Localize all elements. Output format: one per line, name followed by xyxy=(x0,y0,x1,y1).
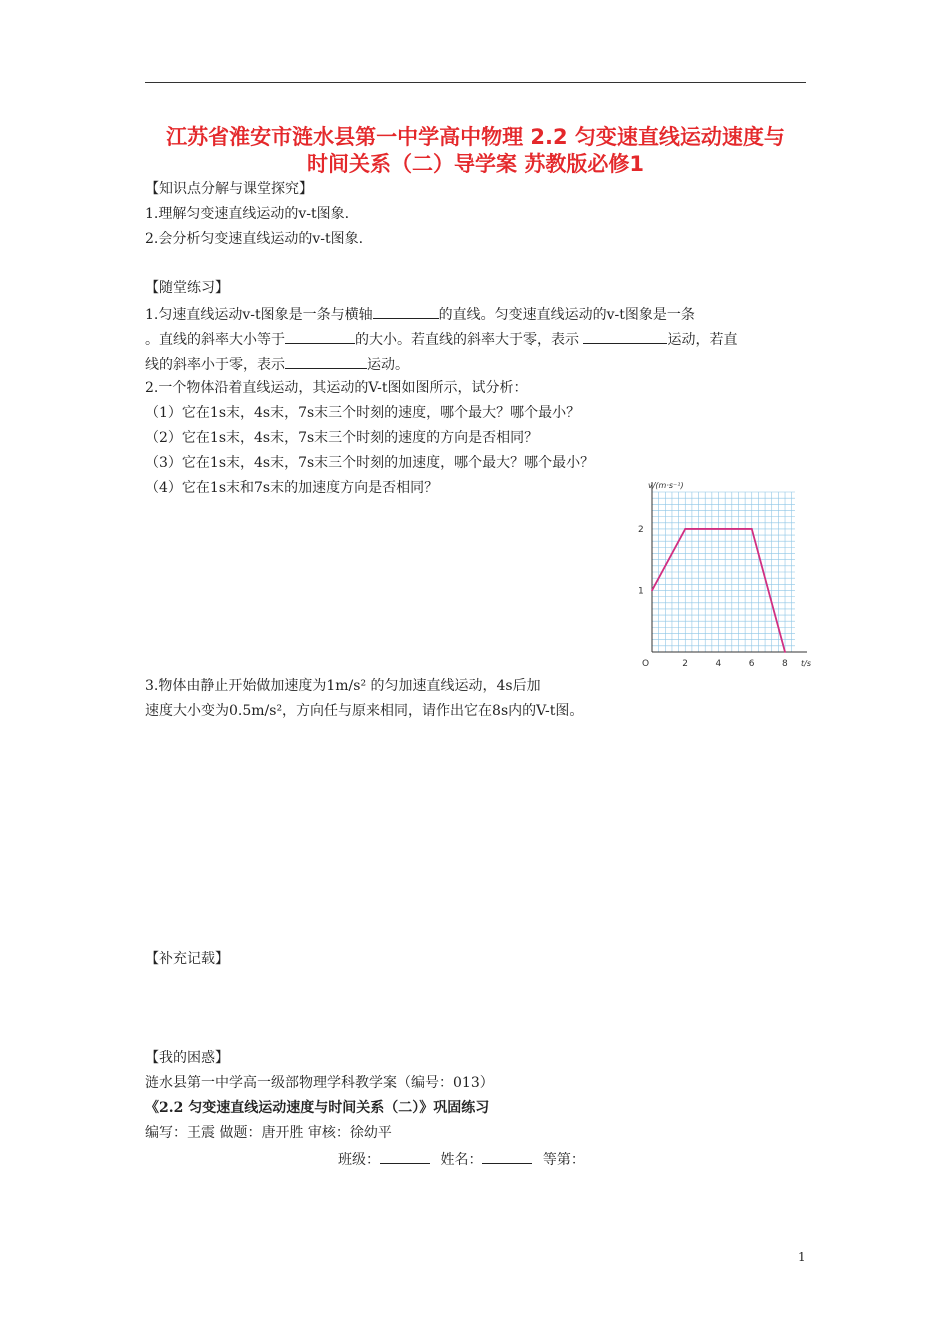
vt-data-point xyxy=(751,528,753,530)
q2-sub-2: （2）它在1s末，4s末，7s末三个时刻的速度的方向是否相同？ xyxy=(145,430,539,446)
vt-data-point xyxy=(651,590,653,592)
q3-line2: 速度大小变为0.5m/s²，方向任与原来相同，请作出它在8s内的V-t图。 xyxy=(145,703,584,719)
q2-stem: 2.一个物体沿着直线运动，其运动的V-t图如图所示，试分析： xyxy=(145,380,528,396)
x-axis-label: t/s xyxy=(801,659,811,668)
page-title-line1: 江苏省淮安市涟水县第一中学高中物理 2.2 匀变速直线运动速度与 xyxy=(166,125,785,149)
q1-line1 xyxy=(145,304,695,324)
chart-ticks xyxy=(638,525,788,669)
y-tick-label: 2 xyxy=(638,524,644,535)
x-tick-label: 8 xyxy=(782,659,788,669)
q1-blank-1[interactable] xyxy=(373,304,439,319)
page-number: 1 xyxy=(798,1250,806,1264)
name-label: 姓名： xyxy=(440,1152,483,1168)
q1-text: 的直线。匀变速直线运动的v-t图象是一条 xyxy=(438,307,695,323)
q3-line1: 3.物体由静止开始做加速度为1m/s² 的匀加速直线运动，4s后加 xyxy=(145,678,541,694)
q1-text: 的大小。若直线的斜率大于零，表示 xyxy=(355,332,584,348)
section-heading-notes: 【补充记载】 xyxy=(145,951,229,967)
footer-exercise-title: 《2.2 匀变速直线运动速度与时间关系（二）》巩固练习 xyxy=(145,1100,490,1116)
vt-data-point xyxy=(684,528,686,530)
knowledge-item-2: 2.会分析匀变速直线运动的v-t图象. xyxy=(145,231,364,247)
chart-grid xyxy=(652,492,795,652)
q1-text: 1.匀速直线运动v-t图象是一条与横轴 xyxy=(145,307,373,323)
y-axis-label: v/(m·s⁻¹) xyxy=(648,481,684,490)
class-label: 班级： xyxy=(338,1152,380,1168)
section-heading-knowledge: 【知识点分解与课堂探究】 xyxy=(145,181,313,197)
chart-axes xyxy=(652,482,807,652)
rank-label: 等第： xyxy=(542,1152,585,1168)
q2-sub-1: （1）它在1s末，4s末，7s末三个时刻的速度，哪个最大？哪个最小？ xyxy=(145,405,581,421)
footer-staff-line: 编写：王震 做题：唐开胜 审核：徐幼平 xyxy=(145,1125,392,1141)
section-heading-practice: 【随堂练习】 xyxy=(145,280,229,296)
section-heading-confusion: 【我的困惑】 xyxy=(145,1050,229,1066)
q2-sub-4: （4）它在1s末和7s末的加速度方向是否相同？ xyxy=(145,480,439,496)
vt-data-point xyxy=(784,651,786,653)
q1-text: 运动。 xyxy=(367,357,409,373)
q1-blank-3[interactable] xyxy=(583,329,667,344)
q1-line2 xyxy=(145,329,737,349)
q1-text: 。直线的斜率大小等于 xyxy=(145,332,285,348)
page-title-line2: 时间关系（二）导学案 苏教版必修1 xyxy=(307,152,644,176)
class-field[interactable] xyxy=(380,1149,430,1164)
x-tick-label: 6 xyxy=(748,659,755,669)
x-tick-label: 2 xyxy=(682,659,688,669)
footer-student-fields xyxy=(338,1149,585,1169)
vt-chart xyxy=(630,476,840,671)
q1-blank-4[interactable] xyxy=(285,354,367,369)
knowledge-item-1: 1.理解匀变速直线运动的v-t图象. xyxy=(145,206,350,222)
q1-text: 线的斜率小于零，表示 xyxy=(145,357,285,373)
x-tick-label: O xyxy=(642,659,650,669)
q2-sub-3: （3）它在1s末，4s末，7s末三个时刻的加速度，哪个最大？哪个最小？ xyxy=(145,455,595,471)
q1-blank-2[interactable] xyxy=(285,329,355,344)
footer-school-line: 涟水县第一中学高一级部物理学科教学案（编号：013） xyxy=(145,1075,494,1091)
x-tick-label: 4 xyxy=(715,659,722,669)
name-field[interactable] xyxy=(482,1149,532,1164)
q1-text: 运动，若直 xyxy=(667,332,738,348)
q1-line3 xyxy=(145,354,409,374)
header-rule xyxy=(145,82,806,83)
y-tick-label: 1 xyxy=(638,586,644,597)
